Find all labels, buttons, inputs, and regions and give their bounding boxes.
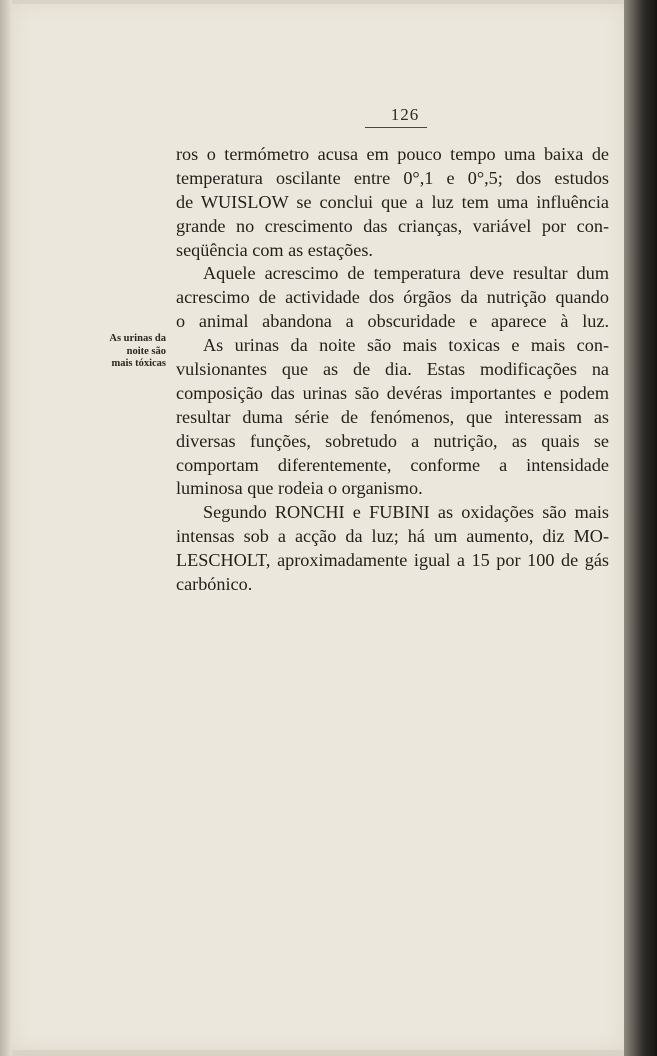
- page-number-rule: [365, 127, 427, 128]
- text-line: acrescimo de actividade dos órgãos da nutrição quando: [176, 287, 609, 308]
- body-text: [176, 143, 609, 597]
- text-line: temperatura oscilante entre 0°,1 e 0°,5; dos estudos: [176, 167, 609, 188]
- book-gutter: [0, 0, 12, 1056]
- text-line: grande no crescimento das crianças, variável por con-: [176, 215, 609, 236]
- text-line: diversas funções, sobretudo a nutrição, as quais se: [176, 430, 609, 451]
- text-line: carbónico.: [176, 574, 253, 595]
- marginal-note-line: noite são: [126, 345, 166, 357]
- page-number: 126: [390, 105, 420, 124]
- text-line: ros o termómetro acusa em pouco tempo uma baixa de: [176, 144, 609, 164]
- text-line: Segundo RONCHI e FUBINI as oxidações são mais: [203, 502, 609, 523]
- text-line: As urinas da noite são mais toxicas e mais con-: [203, 335, 609, 356]
- text-line: composição das urinas são devéras importantes e podem: [176, 382, 609, 403]
- text-line: vulsionantes que as de dia. Estas modificações na: [176, 359, 609, 380]
- text-line: seqüência com as estações.: [176, 239, 373, 260]
- text-line: de WUISLOW se conclui que a luz tem uma influência: [176, 191, 609, 212]
- text-line: o animal abandona a obscuridade e aparece à luz.: [176, 311, 609, 332]
- text-line: LESCHOLT, aproximadamente igual a 15 por 100 de gás: [176, 550, 609, 571]
- text-line: Aquele acrescimo de temperatura deve resultar dum: [203, 263, 609, 284]
- text-line: resultar duma série de fenómenos, que interessam as: [176, 406, 609, 427]
- text-line: intensas sob a acção da luz; há um aumento, diz MO-: [176, 526, 609, 547]
- marginal-note: [84, 333, 166, 371]
- marginal-note-line: As urinas da: [109, 333, 166, 344]
- text-line: luminosa que rodeia o organismo.: [176, 478, 423, 499]
- text-line: comportam diferentemente, conforme a intensidade: [176, 454, 609, 475]
- marginal-note-line: mais tóxicas: [111, 358, 166, 369]
- page-edge-shadow: [624, 0, 657, 1056]
